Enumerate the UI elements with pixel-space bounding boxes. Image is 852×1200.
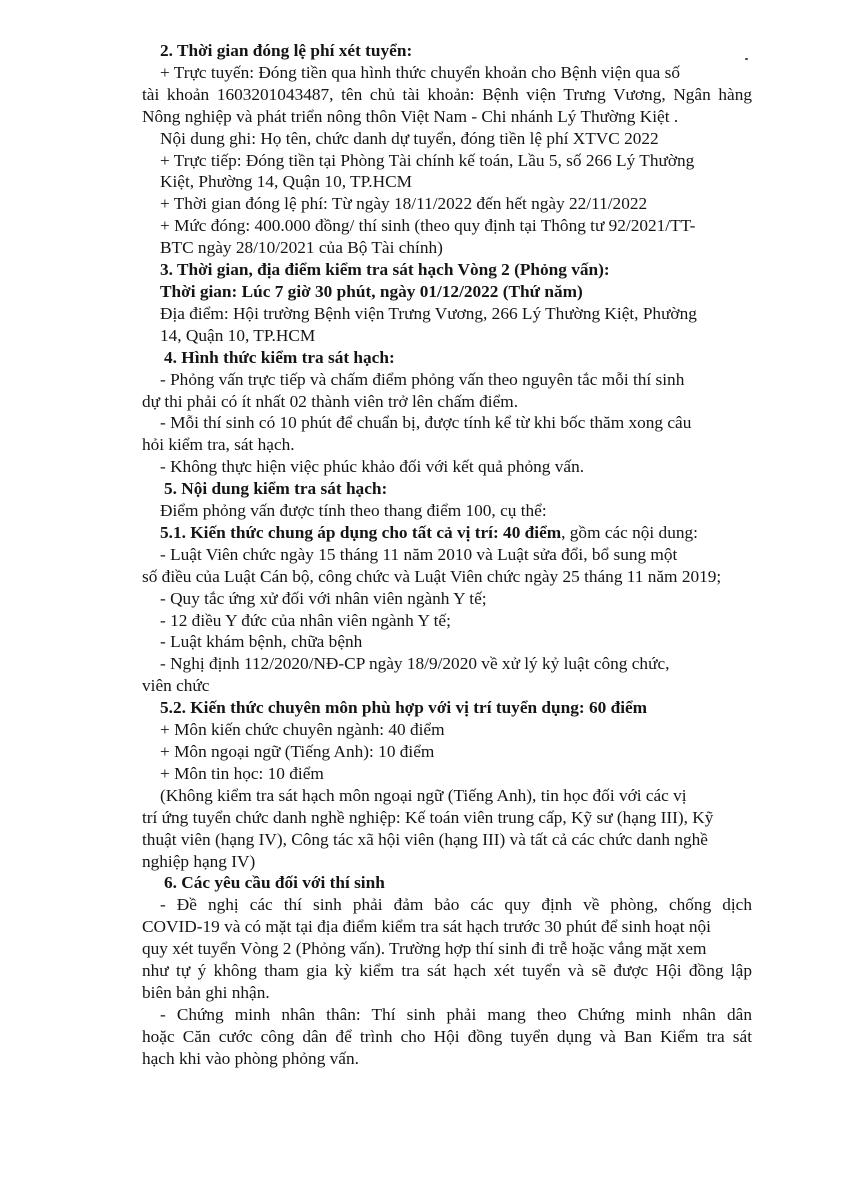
text-line: + Thời gian đóng lệ phí: Từ ngày 18/11/2022 đến hết ngày 22/11/2022 bbox=[160, 194, 648, 214]
text-line: viên chức bbox=[142, 676, 210, 696]
text-line: Địa điểm: Hội trường Bệnh viện Trưng Vương, 266 Lý Thường Kiệt, Phường bbox=[160, 303, 697, 323]
text-line: Kiệt, Phường 14, Quận 10, TP.HCM bbox=[160, 172, 412, 192]
text-line: hoặc Căn cước công dân để trình cho Hội đồng tuyển dụng và Ban Kiểm tra sát bbox=[142, 1026, 752, 1046]
text-line: - Không thực hiện việc phúc khảo đối với kết quả phỏng vấn. bbox=[160, 457, 585, 477]
text-line: - Luật khám bệnh, chữa bệnh bbox=[160, 632, 363, 652]
text-line: - Nghị định 112/2020/NĐ-CP ngày 18/9/2020 về xử lý kỷ luật công chức, bbox=[160, 654, 670, 674]
text-line: như tự ý không tham gia kỳ kiểm tra sát hạch xét tuyển và sẽ được Hội đồng lập bbox=[142, 961, 752, 981]
document-page bbox=[142, 40, 752, 1070]
text-line: - 12 điều Y đức của nhân viên ngành Y tế; bbox=[160, 610, 451, 630]
text-line: dự thi phải có ít nhất 02 thành viên trở lên chấm điểm. bbox=[142, 391, 519, 411]
text-line: 14, Quận 10, TP.HCM bbox=[160, 325, 316, 345]
text-line: 3. Thời gian, địa điểm kiểm tra sát hạch Vòng 2 (Phỏng vấn): bbox=[160, 260, 610, 280]
text-line: - Luật Viên chức ngày 15 tháng 11 năm 2010 và Luật sửa đổi, bổ sung một bbox=[160, 544, 678, 564]
text-line: Thời gian: Lúc 7 giờ 30 phút, ngày 01/12/2022 (Thứ năm) bbox=[160, 281, 583, 301]
text-line: trí ứng tuyển chức danh nghề nghiệp: Kế toán viên trung cấp, Kỹ sư (hạng III), Kỹ bbox=[142, 807, 714, 827]
text-line: - Chứng minh nhân thân: Thí sinh phải mang theo Chứng minh nhân dân bbox=[160, 1004, 752, 1024]
text-line: số điều của Luật Cán bộ, công chức và Luật Viên chức ngày 25 tháng 11 năm 2019; bbox=[142, 566, 722, 586]
text-line: + Môn kiến chức chuyên ngành: 40 điểm bbox=[160, 720, 445, 740]
text-line: + Môn ngoại ngữ (Tiếng Anh): 10 điểm bbox=[160, 742, 435, 761]
text-line: - Mỗi thí sinh có 10 phút để chuẩn bị, được tính kể từ khi bốc thăm xong câu bbox=[160, 413, 692, 433]
text-line bbox=[142, 522, 752, 544]
text-line: Điểm phỏng vấn được tính theo thang điểm 100, cụ thể: bbox=[160, 501, 547, 521]
text-line: 2. Thời gian đóng lệ phí xét tuyển: bbox=[160, 41, 413, 60]
text-line: (Không kiểm tra sát hạch môn ngoại ngữ (Tiếng Anh), tin học đối với các vị bbox=[160, 785, 687, 805]
text-line: - Quy tắc ứng xử đối với nhân viên ngành Y tế; bbox=[160, 588, 487, 608]
text-line: tài khoản 1603201043487, tên chủ tài khoản: Bệnh viện Trưng Vương, Ngân hàng bbox=[142, 84, 752, 104]
text-line: + Trực tiếp: Đóng tiền tại Phòng Tài chính kế toán, Lầu 5, số 266 Lý Thường bbox=[160, 150, 695, 170]
text-line: - Phỏng vấn trực tiếp và chấm điểm phỏng vấn theo nguyên tắc mỗi thí sinh bbox=[160, 369, 685, 389]
text-line: thuật viên (hạng IV), Công tác xã hội viên (hạng III) và tất cả các chức danh nghề bbox=[142, 829, 708, 849]
text-line: + Môn tin học: 10 điểm bbox=[160, 763, 324, 783]
text-line: BTC ngày 28/10/2021 của Bộ Tài chính) bbox=[160, 238, 443, 258]
text-line: - Đề nghị các thí sinh phải đảm bảo các quy định về phòng, chống dịch bbox=[160, 895, 752, 915]
text-line: hạch khi vào phòng phỏng vấn. bbox=[142, 1048, 359, 1068]
text-line: Nội dung ghi: Họ tên, chức danh dự tuyển, đóng tiền lệ phí XTVC 2022 bbox=[160, 128, 659, 148]
text-run: , gồm các nội dung: bbox=[561, 522, 698, 542]
text-line: + Mức đóng: 400.000 đồng/ thí sinh (theo quy định tại Thông tư 92/2021/TT- bbox=[160, 216, 696, 236]
text-line: + Trực tuyến: Đóng tiền qua hình thức chuyển khoản cho Bệnh viện qua số bbox=[160, 62, 680, 82]
text-line: biên bản ghi nhận. bbox=[142, 982, 270, 1002]
text-line: 4. Hình thức kiểm tra sát hạch: bbox=[164, 347, 395, 367]
text-line: hỏi kiểm tra, sát hạch. bbox=[142, 435, 295, 455]
text-line: 5.2. Kiến thức chuyên môn phù hợp với vị trí tuyển dụng: 60 điểm bbox=[160, 698, 648, 718]
text-line: nghiệp hạng IV) bbox=[142, 851, 256, 871]
text-line: COVID-19 và có mặt tại địa điểm kiểm tra sát hạch trước 30 phút để sinh hoạt nội bbox=[142, 917, 711, 937]
text-line: 5. Nội dung kiểm tra sát hạch: bbox=[164, 479, 388, 499]
bold-run: 5.1. Kiến thức chung áp dụng cho tất cả vị trí: 40 điểm bbox=[160, 522, 562, 542]
text-line: 6. Các yêu cầu đối với thí sinh bbox=[164, 873, 385, 893]
scan-speck bbox=[745, 58, 748, 60]
text-line: quy xét tuyển Vòng 2 (Phỏng vấn). Trường hợp thí sinh đi trễ hoặc vắng mặt xem bbox=[142, 939, 707, 959]
text-line: Nông nghiệp và phát triển nông thôn Việt Nam - Chi nhánh Lý Thường Kiệt . bbox=[142, 106, 679, 126]
